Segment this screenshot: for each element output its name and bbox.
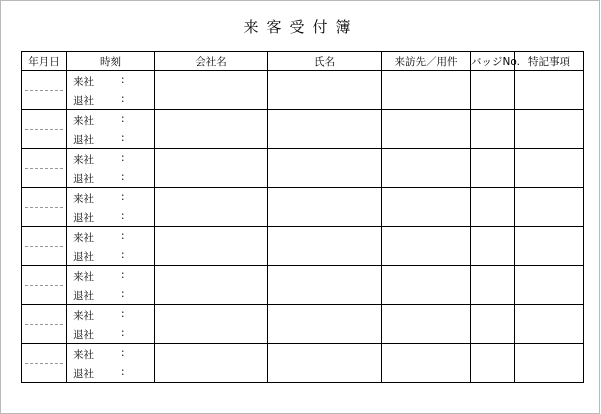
departure-label: 退社	[73, 173, 94, 185]
date-cell[interactable]	[22, 110, 67, 149]
company-cell[interactable]	[155, 344, 268, 383]
badge-number-cell[interactable]	[471, 71, 515, 110]
column-header-badge-number: バッジNo.	[471, 52, 515, 71]
visitor-name-cell[interactable]	[268, 149, 382, 188]
column-header-name: 氏名	[268, 52, 382, 71]
destination-purpose-cell[interactable]	[382, 188, 471, 227]
departure-label: 退社	[73, 251, 94, 263]
visitor-log-table	[21, 51, 584, 383]
entry-row-arrival	[22, 188, 584, 208]
arrival-label: 来社	[73, 115, 94, 127]
arrival-label: 来社	[73, 193, 94, 205]
departure-time-cell[interactable]	[67, 246, 155, 266]
remarks-cell[interactable]	[515, 188, 584, 227]
visitor-name-cell[interactable]	[268, 266, 382, 305]
column-header-remarks: 特記事項	[515, 52, 584, 71]
date-cell[interactable]	[22, 227, 67, 266]
departure-time-cell[interactable]	[67, 285, 155, 305]
destination-purpose-cell[interactable]	[382, 305, 471, 344]
visitor-name-cell[interactable]	[268, 227, 382, 266]
remarks-cell[interactable]	[515, 344, 584, 383]
time-colon: :	[121, 210, 125, 222]
badge-number-cell[interactable]	[471, 344, 515, 383]
destination-purpose-cell[interactable]	[382, 110, 471, 149]
entry-row-arrival	[22, 305, 584, 325]
column-header-destination-purpose: 来訪先／用件	[382, 52, 471, 71]
date-cell[interactable]	[22, 344, 67, 383]
time-colon: :	[121, 171, 125, 183]
time-colon: :	[121, 191, 125, 203]
time-colon: :	[121, 327, 125, 339]
date-cell[interactable]	[22, 71, 67, 110]
entry-row-arrival	[22, 71, 584, 91]
departure-label: 退社	[73, 290, 94, 302]
arrival-time-cell[interactable]	[67, 344, 155, 364]
date-divider	[25, 207, 63, 208]
remarks-cell[interactable]	[515, 110, 584, 149]
departure-label: 退社	[73, 95, 94, 107]
company-cell[interactable]	[155, 149, 268, 188]
time-colon: :	[121, 366, 125, 378]
time-colon: :	[121, 74, 125, 86]
date-divider	[25, 246, 63, 247]
arrival-time-cell[interactable]	[67, 71, 155, 91]
badge-number-cell[interactable]	[471, 266, 515, 305]
time-colon: :	[121, 269, 125, 281]
remarks-cell[interactable]	[515, 266, 584, 305]
departure-label: 退社	[73, 134, 94, 146]
time-colon: :	[121, 132, 125, 144]
departure-time-cell[interactable]	[67, 363, 155, 383]
arrival-time-cell[interactable]	[67, 188, 155, 208]
arrival-time-cell[interactable]	[67, 305, 155, 325]
company-cell[interactable]	[155, 227, 268, 266]
date-divider	[25, 129, 63, 130]
time-colon: :	[121, 152, 125, 164]
destination-purpose-cell[interactable]	[382, 344, 471, 383]
time-colon: :	[121, 308, 125, 320]
remarks-cell[interactable]	[515, 149, 584, 188]
departure-label: 退社	[73, 212, 94, 224]
visitor-name-cell[interactable]	[268, 305, 382, 344]
visitor-name-cell[interactable]	[268, 110, 382, 149]
header-row	[22, 52, 584, 71]
departure-time-cell[interactable]	[67, 129, 155, 149]
arrival-label: 来社	[73, 349, 94, 361]
visitor-name-cell[interactable]	[268, 344, 382, 383]
destination-purpose-cell[interactable]	[382, 149, 471, 188]
destination-purpose-cell[interactable]	[382, 266, 471, 305]
date-divider	[25, 168, 63, 169]
destination-purpose-cell[interactable]	[382, 227, 471, 266]
departure-label: 退社	[73, 368, 94, 380]
date-divider	[25, 285, 63, 286]
arrival-label: 来社	[73, 310, 94, 322]
badge-number-cell[interactable]	[471, 149, 515, 188]
badge-number-cell[interactable]	[471, 227, 515, 266]
date-cell[interactable]	[22, 188, 67, 227]
arrival-label: 来社	[73, 232, 94, 244]
date-divider	[25, 324, 63, 325]
visitor-name-cell[interactable]	[268, 71, 382, 110]
date-divider	[25, 363, 63, 364]
badge-number-cell[interactable]	[471, 188, 515, 227]
entry-row-arrival	[22, 110, 584, 130]
time-colon: :	[121, 288, 125, 300]
remarks-cell[interactable]	[515, 305, 584, 344]
badge-number-cell[interactable]	[471, 110, 515, 149]
company-cell[interactable]	[155, 188, 268, 227]
arrival-time-cell[interactable]	[67, 110, 155, 130]
departure-time-cell[interactable]	[67, 168, 155, 188]
company-cell[interactable]	[155, 71, 268, 110]
arrival-label: 来社	[73, 154, 94, 166]
time-colon: :	[121, 93, 125, 105]
arrival-time-cell[interactable]	[67, 227, 155, 247]
arrival-label: 来社	[73, 271, 94, 283]
date-divider	[25, 90, 63, 91]
date-cell[interactable]	[22, 149, 67, 188]
departure-time-cell[interactable]	[67, 324, 155, 344]
entry-row-arrival	[22, 266, 584, 286]
destination-purpose-cell[interactable]	[382, 71, 471, 110]
departure-time-cell[interactable]	[67, 207, 155, 227]
date-cell[interactable]	[22, 266, 67, 305]
departure-label: 退社	[73, 329, 94, 341]
badge-number-cell[interactable]	[471, 305, 515, 344]
entry-row-arrival	[22, 227, 584, 247]
time-colon: :	[121, 230, 125, 242]
column-header-date: 年月日	[22, 52, 67, 71]
column-header-company: 会社名	[155, 52, 268, 71]
company-cell[interactable]	[155, 110, 268, 149]
company-cell[interactable]	[155, 266, 268, 305]
arrival-time-cell[interactable]	[67, 266, 155, 286]
remarks-cell[interactable]	[515, 227, 584, 266]
entry-row-arrival	[22, 149, 584, 169]
remarks-cell[interactable]	[515, 71, 584, 110]
company-cell[interactable]	[155, 305, 268, 344]
time-colon: :	[121, 249, 125, 261]
date-cell[interactable]	[22, 305, 67, 344]
visitor-name-cell[interactable]	[268, 188, 382, 227]
time-colon: :	[121, 113, 125, 125]
entry-row-arrival	[22, 344, 584, 364]
arrival-label: 来社	[73, 76, 94, 88]
departure-time-cell[interactable]	[67, 90, 155, 110]
visitor-entries	[22, 71, 584, 383]
time-colon: :	[121, 347, 125, 359]
column-header-time: 時刻	[67, 52, 155, 71]
arrival-time-cell[interactable]	[67, 149, 155, 169]
form-title: 来客受付簿	[243, 18, 359, 36]
